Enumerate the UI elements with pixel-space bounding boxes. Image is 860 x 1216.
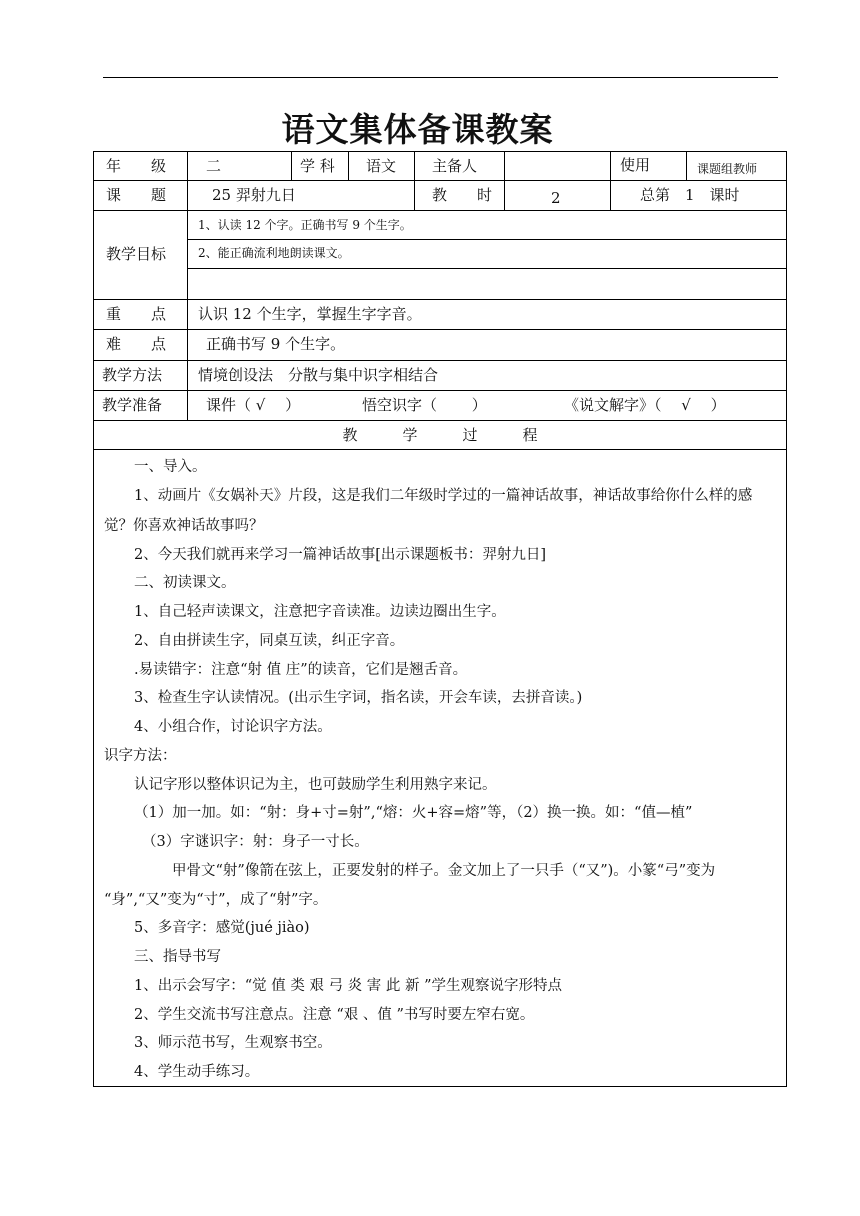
process-line: 2、今天我们就再来学习一篇神话故事[出示课题板书：羿射九日] (134, 547, 547, 563)
lesson-label: 课 题 (106, 186, 167, 204)
hours-label: 教 时 (432, 186, 493, 204)
subject-label: 学 科 (300, 157, 335, 175)
process-line: 5、多音字：感觉(jué jiào) (134, 920, 310, 936)
prep-label: 教学准备 (102, 396, 163, 414)
process-line: 识字方法： (104, 748, 177, 764)
process-title: 教 学 过 程 (342, 426, 538, 444)
method-label: 教学方法 (102, 366, 163, 384)
method-value: 情境创设法 分散与集中识字相结合 (198, 366, 439, 384)
process-line: 甲骨文“射”像箭在弦上，正要发射的样子。金文加上了一只手（“又”)。小篆“弓”变为 (172, 863, 716, 879)
goal-item: 1、认读 12 个字。正确书写 9 个生字。 (198, 218, 412, 232)
process-line: 1、自己轻声读课文，注意把字音读准。边读边圈出生字。 (134, 604, 506, 620)
grade-value: 二 (206, 157, 222, 175)
difficulty-value: 正确书写 9 个生字。 (206, 335, 346, 353)
process-line: （3）字谜识字：射：身子一寸长。 (142, 834, 369, 850)
process-line: 4、小组合作，讨论识字方法。 (134, 719, 332, 735)
process-line: 二、初读课文。 (134, 575, 236, 591)
grade-label: 年 级 (106, 157, 167, 175)
process-line: 4、学生动手练习。 (134, 1064, 260, 1080)
key-point-label: 重 点 (106, 305, 167, 323)
process-line: （1）加一加。如：“射：身+寸=射”,“熔：火+容=熔”等，（2）换一换。如：“值—植” (134, 805, 693, 821)
process-line: 2、自由拼读生字，同桌互读，纠正字音。 (134, 633, 405, 649)
process-line: 三、指导书写 (134, 949, 221, 965)
prep-item-wukong: 悟空识字（ ） (362, 396, 487, 414)
prep-item-shuowen: 《说文解字》（ √ ） (564, 396, 726, 414)
process-line: 3、师示范书写，生观察书空。 (134, 1035, 332, 1051)
header-rule (103, 77, 778, 78)
process-line: 一、导入。 (134, 459, 207, 475)
process-line: .易读错字：注意“射 值 庄”的读音，它们是翘舌音。 (134, 662, 468, 678)
total-lessons: 总第 1 课时 (640, 186, 740, 204)
prep-item-courseware: 课件（ √ ） (206, 396, 301, 414)
process-line: 1、动画片《女娲补天》片段，这是我们二年级时学过的一篇神话故事，神话故事给你什么样的感 (134, 488, 753, 504)
difficulty-label: 难 点 (106, 335, 167, 353)
hours-value: 2 (551, 189, 561, 207)
goal-item: 2、能正确流利地朗读课文。 (198, 246, 350, 260)
lesson-value: 25 羿射九日 (212, 186, 296, 204)
process-line: 认记字形以整体识记为主，也可鼓励学生利用熟字来记。 (134, 777, 497, 793)
process-line: 3、检查生字认读情况。(出示生字词，指名读，开会车读，去拼音读。) (134, 690, 583, 706)
key-point-value: 认识 12 个生字，掌握生字字音。 (198, 305, 422, 323)
subject-value: 语文 (366, 157, 397, 175)
process-line: “身”,“又”变为“寸”，成了“射”字。 (104, 892, 328, 908)
process-line: 1、出示会写字：“觉 值 类 艰 弓 炎 害 此 新 ”学生观察说字形特点 (134, 978, 563, 994)
goals-label: 教学目标 (106, 245, 167, 263)
lesson-plan-table (93, 151, 787, 1087)
lead-teacher-label: 主备人 (432, 157, 478, 175)
process-line: 觉？你喜欢神话故事吗？ (104, 518, 264, 534)
document-title: 语文集体备课教案 (281, 110, 554, 149)
process-line: 2、学生交流书写注意点。注意 “艰 、值 ”书写时要左窄右宽。 (134, 1007, 535, 1023)
use-label: 使用 (620, 156, 651, 174)
use-value: 课题组教师 (697, 162, 758, 176)
